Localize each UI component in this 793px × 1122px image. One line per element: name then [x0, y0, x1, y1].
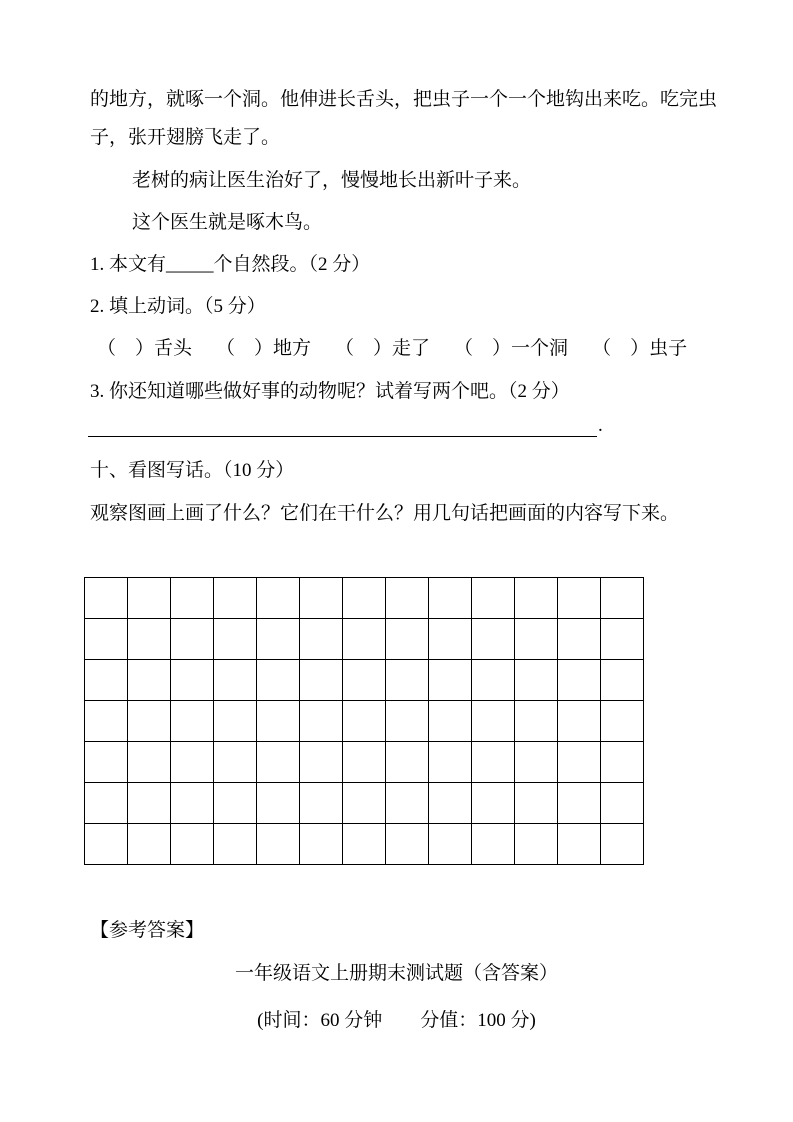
writing-grid-cell [515, 701, 558, 742]
writing-grid-cell [128, 783, 171, 824]
writing-grid-cell [386, 619, 429, 660]
verb-blank-group: （ ）地方 [216, 338, 312, 359]
question-2: 2. 填上动词。（5 分） [90, 296, 266, 317]
writing-grid-cell [472, 619, 515, 660]
writing-grid-cell [472, 660, 515, 701]
passage-line-3: 老树的病让医生治好了，慢慢地长出新叶子来。 [132, 170, 532, 191]
writing-grid-cell [429, 824, 472, 865]
writing-grid-cell [558, 619, 601, 660]
question-3: 3. 你还知道哪些做好事的动物呢？试着写两个吧。（2 分） [90, 381, 570, 402]
writing-grid-cell [257, 701, 300, 742]
writing-grid-cell [171, 783, 214, 824]
writing-grid-cell [515, 783, 558, 824]
passage-line-4: 这个医生就是啄木鸟。 [132, 212, 323, 233]
writing-grid-cell [85, 619, 128, 660]
writing-grid-cell [214, 578, 257, 619]
writing-grid-cell [214, 824, 257, 865]
writing-grid-cell [515, 660, 558, 701]
writing-grid-cell [515, 824, 558, 865]
writing-grid-cell [300, 783, 343, 824]
writing-grid-cell [386, 824, 429, 865]
writing-grid-cell [386, 660, 429, 701]
writing-grid [84, 577, 644, 865]
section-ten-prompt: 观察图画上画了什么？它们在干什么？用几句话把画面的内容写下来。 [90, 503, 680, 524]
writing-grid-cell [128, 742, 171, 783]
q3-answer-blank-line [88, 417, 597, 437]
section-ten-heading: 十、看图写话。（10 分） [90, 460, 295, 481]
writing-grid-cell [214, 660, 257, 701]
writing-grid-cell [386, 742, 429, 783]
writing-grid-cell [300, 619, 343, 660]
writing-grid-cell [85, 660, 128, 701]
writing-grid-cell [128, 660, 171, 701]
writing-grid-cell [300, 701, 343, 742]
writing-grid-cell [171, 824, 214, 865]
writing-grid-cell [472, 824, 515, 865]
writing-grid-cell [128, 824, 171, 865]
writing-grid-cell [429, 742, 472, 783]
answers-title: 一年级语文上册期末测试题（含答案） [234, 963, 558, 984]
writing-grid-cell [214, 701, 257, 742]
writing-grid-cell [601, 824, 644, 865]
writing-grid-cell [257, 578, 300, 619]
writing-grid-cell [257, 824, 300, 865]
verb-blank-group: （ ）一个洞 [454, 338, 569, 359]
writing-grid-cell [601, 660, 644, 701]
writing-grid-cell [601, 619, 644, 660]
writing-grid-cell [601, 578, 644, 619]
verb-blank-group: （ ）舌头 [97, 338, 193, 359]
writing-grid-cell [171, 578, 214, 619]
writing-grid-cell [601, 742, 644, 783]
writing-grid-cell [515, 619, 558, 660]
writing-grid-cell [128, 701, 171, 742]
writing-grid-cell [558, 660, 601, 701]
writing-grid-cell [300, 742, 343, 783]
writing-grid-cell [171, 660, 214, 701]
writing-grid-cell [257, 742, 300, 783]
writing-grid-cell [558, 824, 601, 865]
writing-grid-cell [472, 578, 515, 619]
verb-blank-group: （ ）虫子 [592, 338, 688, 359]
writing-grid-cell [343, 783, 386, 824]
q3-answer-blank-row [88, 415, 603, 437]
writing-grid-cell [429, 783, 472, 824]
writing-grid-cell [128, 619, 171, 660]
writing-grid-cell [386, 783, 429, 824]
writing-grid-cell [300, 578, 343, 619]
question-2-verb-blanks [97, 337, 687, 361]
writing-grid-cell [128, 578, 171, 619]
writing-grid-cell [386, 701, 429, 742]
writing-grid-cell [85, 701, 128, 742]
answers-subtitle: (时间：60 分钟 分值：100 分) [257, 1010, 536, 1031]
writing-grid-cell [601, 701, 644, 742]
writing-grid-cell [214, 783, 257, 824]
writing-grid-cell [429, 660, 472, 701]
writing-grid-cell [257, 619, 300, 660]
writing-grid-cell [472, 783, 515, 824]
writing-grid-cell [85, 824, 128, 865]
passage-line-1: 的地方，就啄一个洞。他伸进长舌头，把虫子一个一个地钩出来吃。吃完虫 [90, 89, 718, 110]
writing-grid-cell [429, 619, 472, 660]
writing-grid-cell [429, 578, 472, 619]
writing-grid-cell [171, 619, 214, 660]
writing-grid-cell [515, 578, 558, 619]
writing-grid-cell [472, 742, 515, 783]
reference-answers-header: 【参考答案】 [90, 920, 205, 941]
writing-grid-cell [85, 578, 128, 619]
writing-grid-cell [257, 783, 300, 824]
writing-grid-cell [214, 742, 257, 783]
writing-grid-cell [257, 660, 300, 701]
writing-grid-cell [300, 660, 343, 701]
verb-blank-group: （ ）走了 [335, 338, 431, 359]
writing-grid-cell [343, 701, 386, 742]
writing-grid-cell [300, 824, 343, 865]
writing-grid-cell [343, 660, 386, 701]
writing-grid-cell [343, 824, 386, 865]
writing-grid-cell [386, 578, 429, 619]
writing-grid-cell [171, 701, 214, 742]
writing-grid-cell [343, 619, 386, 660]
passage-line-2: 子，张开翅膀飞走了。 [90, 127, 281, 148]
q3-answer-blank-period: . [598, 415, 603, 436]
question-1: 1. 本文有_____个自然段。（2 分） [90, 254, 371, 275]
writing-grid-cell [343, 578, 386, 619]
writing-grid-cell [558, 742, 601, 783]
writing-grid-cell [472, 701, 515, 742]
writing-grid-cell [171, 742, 214, 783]
writing-grid-cell [85, 742, 128, 783]
writing-grid-cell [429, 701, 472, 742]
writing-grid-cell [214, 619, 257, 660]
writing-grid-cell [558, 783, 601, 824]
writing-grid-cell [343, 742, 386, 783]
writing-grid-cell [558, 701, 601, 742]
writing-grid-cell [558, 578, 601, 619]
writing-grid-cell [601, 783, 644, 824]
writing-grid-cell [515, 742, 558, 783]
writing-grid-cell [85, 783, 128, 824]
